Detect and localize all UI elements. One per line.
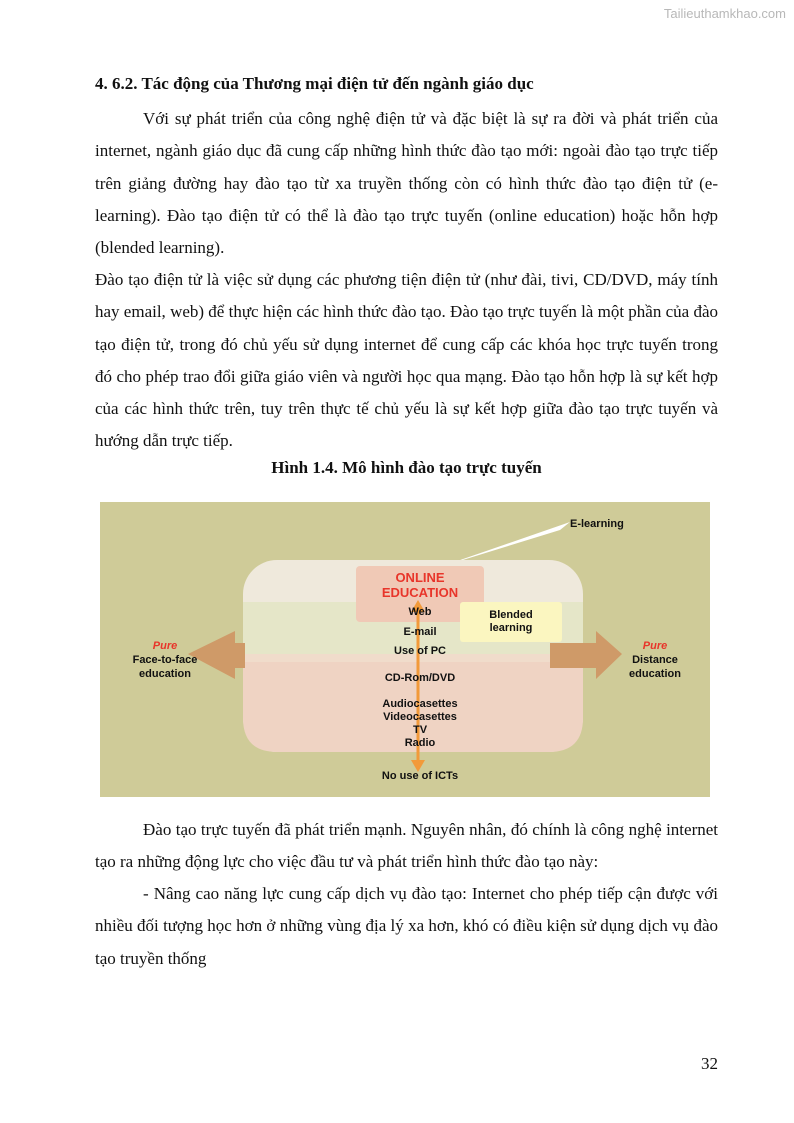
online-title-line2: EDUCATION bbox=[381, 585, 459, 600]
paragraph-bullet-capacity: - Nâng cao năng lực cung cấp dịch vụ đào tạo: Internet cho phép tiếp cận được với nhiều đối tượng học hơn ở những vùng địa lý xa hơn, khó có điều kiện sử dụng dịch vụ đào tạo truyền thống bbox=[95, 884, 718, 968]
page-number: 32 bbox=[701, 1054, 718, 1073]
e-learning-label: E-learning bbox=[570, 518, 624, 530]
label-web: Web bbox=[408, 606, 432, 618]
paragraph-definition: Đào tạo điện tử là việc sử dụng các phương tiện điện tử (như đài, tivi, CD/DVD, máy tính hay email, web) để thực hiện các hình thức đào tạo. Đào tạo trực tuyến là một phần của đào tạo điện tử, trong đó chủ yếu sử dụng internet để cung cấp các khóa học trực tuyến trong đó cho phép trao đổi giữa giáo viên và người học qua mạng. Đào tạo hỗn hợp là sự kết hợp của các hình thức trên, tuy trên thực tế chủ yếu là sự kết hợp giữa đào tạo trực tuyến và hướng dẫn trực tiếp. bbox=[95, 270, 718, 451]
blended-line1: Blended bbox=[489, 609, 533, 621]
section-heading: 4. 6.2. Tác động của Thương mại điện tử đến ngành giáo dục bbox=[95, 74, 534, 93]
paragraph-intro: Với sự phát triển của công nghệ điện tử và đặc biệt là sự ra đời và phát triển của internet, ngành giáo dục đã cung cấp những hình thức đào tạo mới: ngoài đào tạo trực tiếp trên giảng đường hay đào tạo từ xa truyền thống còn có hình thức đào tạo điện tử (e-learning). Đào tạo điện tử có thể là đào tạo trực tuyến (online education) hoặc hỗn hợp (blended learning). bbox=[95, 109, 718, 258]
blended-line2: learning bbox=[489, 622, 533, 634]
figure-caption: Hình 1.4. Mô hình đào tạo trực tuyến bbox=[271, 458, 542, 477]
label-email: E-mail bbox=[403, 626, 437, 638]
right-line1: Distance bbox=[632, 654, 678, 666]
left-pure-label: Pure bbox=[152, 640, 178, 652]
label-cdrom: CD-Rom/DVD bbox=[384, 672, 456, 684]
left-line2: education bbox=[139, 668, 191, 680]
right-line2: education bbox=[629, 668, 681, 680]
label-audiocasettes: Audiocasettes bbox=[382, 698, 458, 710]
label-radio: Radio bbox=[404, 737, 436, 749]
label-no-ict: No use of ICTs bbox=[381, 770, 459, 782]
left-line1: Face-to-face bbox=[132, 654, 198, 666]
online-title-line1: ONLINE bbox=[395, 570, 445, 585]
online-education-diagram bbox=[100, 502, 710, 797]
watermark: Tailieuthamkhao.com bbox=[663, 6, 786, 21]
label-use-of-pc: Use of PC bbox=[394, 645, 446, 657]
right-pure-label: Pure bbox=[642, 640, 668, 652]
label-tv: TV bbox=[412, 724, 428, 736]
label-videocasettes: Videocasettes bbox=[383, 711, 457, 723]
paragraph-growth: Đào tạo trực tuyến đã phát triển mạnh. Nguyên nhân, đó chính là công nghệ internet tạo ra những động lực cho việc đầu tư và phát triển hình thức đào tạo này: bbox=[95, 820, 718, 872]
